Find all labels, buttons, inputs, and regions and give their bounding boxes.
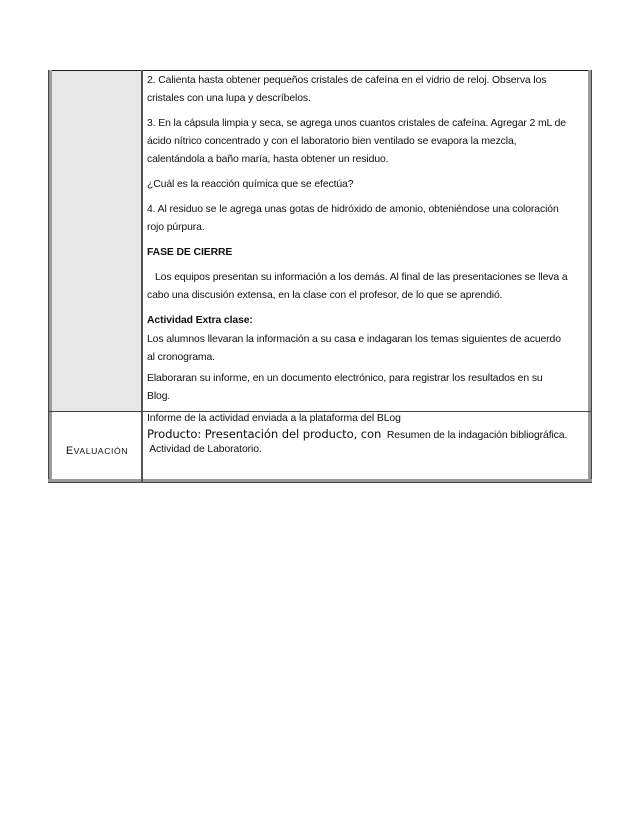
text-line: cristales con una lupa y descríbelos. [147,93,311,104]
evaluation-line [147,426,585,443]
text-line: Los alumnos llevaran la información a su casa e indagaran los temas siguientes de acuerdo [147,334,561,345]
text-line: rojo púrpura. [147,222,205,233]
table-border-left [48,70,52,483]
closing-heading [147,244,585,262]
extra-paragraph [147,331,585,367]
evaluation-label-rest: VALUACIÓN [73,446,129,456]
section-heading: FASE DE CIERRE [147,247,233,258]
evaluation-label-initial: E [66,445,74,457]
table-border-bottom [48,479,592,483]
text-line: ácido nítrico concentrado y con el laboratorio bien ventilado se evapora la mezcla, [147,136,517,147]
column-divider [141,70,143,483]
evaluation-content [147,412,585,457]
extra-heading [147,312,585,330]
text-line: cabo una discusión extensa, en la clase con el profesor, de lo que se aprendió. [147,290,503,301]
report-paragraph [147,370,585,406]
table-border-right [588,70,592,483]
text-line: al cronograma. [147,352,215,363]
text-line: Blog. [147,391,171,402]
table-border-top [48,70,592,71]
activity-content [147,72,585,406]
question-paragraph [147,176,585,194]
text-line: 3. En la cápsula limpia y seca, se agrega unos cuantos cristales de cafeína. Agregar 2 mL de [147,118,566,129]
section-heading: Actividad Extra clase: [147,315,253,326]
step-3-paragraph [147,115,585,169]
closing-paragraph [147,269,585,305]
text-line: Los equipos presentan su información a los demás. Al final de las presentaciones se lleva a [155,272,568,283]
text-line: 2. Calienta hasta obtener pequeños cristales de cafeína en el vidrio de reloj. Observa los [147,75,547,86]
product-label: Producto: Presentación del producto, con [147,427,382,441]
evaluation-label [66,445,128,457]
text-line: Elaboraran su informe, en un documento electrónico, para registrar los resultados en su [147,373,543,384]
step-4-paragraph [147,201,585,237]
lesson-table [48,70,592,483]
evaluation-line: Actividad de Laboratorio. [147,444,262,455]
empty-label-cell [52,71,141,411]
evaluation-line: Informe de la actividad enviada a la plataforma del BLog [147,413,401,424]
text-line: 4. Al residuo se le agrega unas gotas de hidróxido de amonio, obteniéndose una coloración [147,204,559,215]
text-line: ¿Cuál es la reacción química que se efectúa? [147,179,354,190]
text-line: calentándola a baño maría, hasta obtener un residuo. [147,154,389,165]
step-2-paragraph [147,72,585,108]
product-detail: Resumen de la indagación bibliográfica. [381,430,568,441]
